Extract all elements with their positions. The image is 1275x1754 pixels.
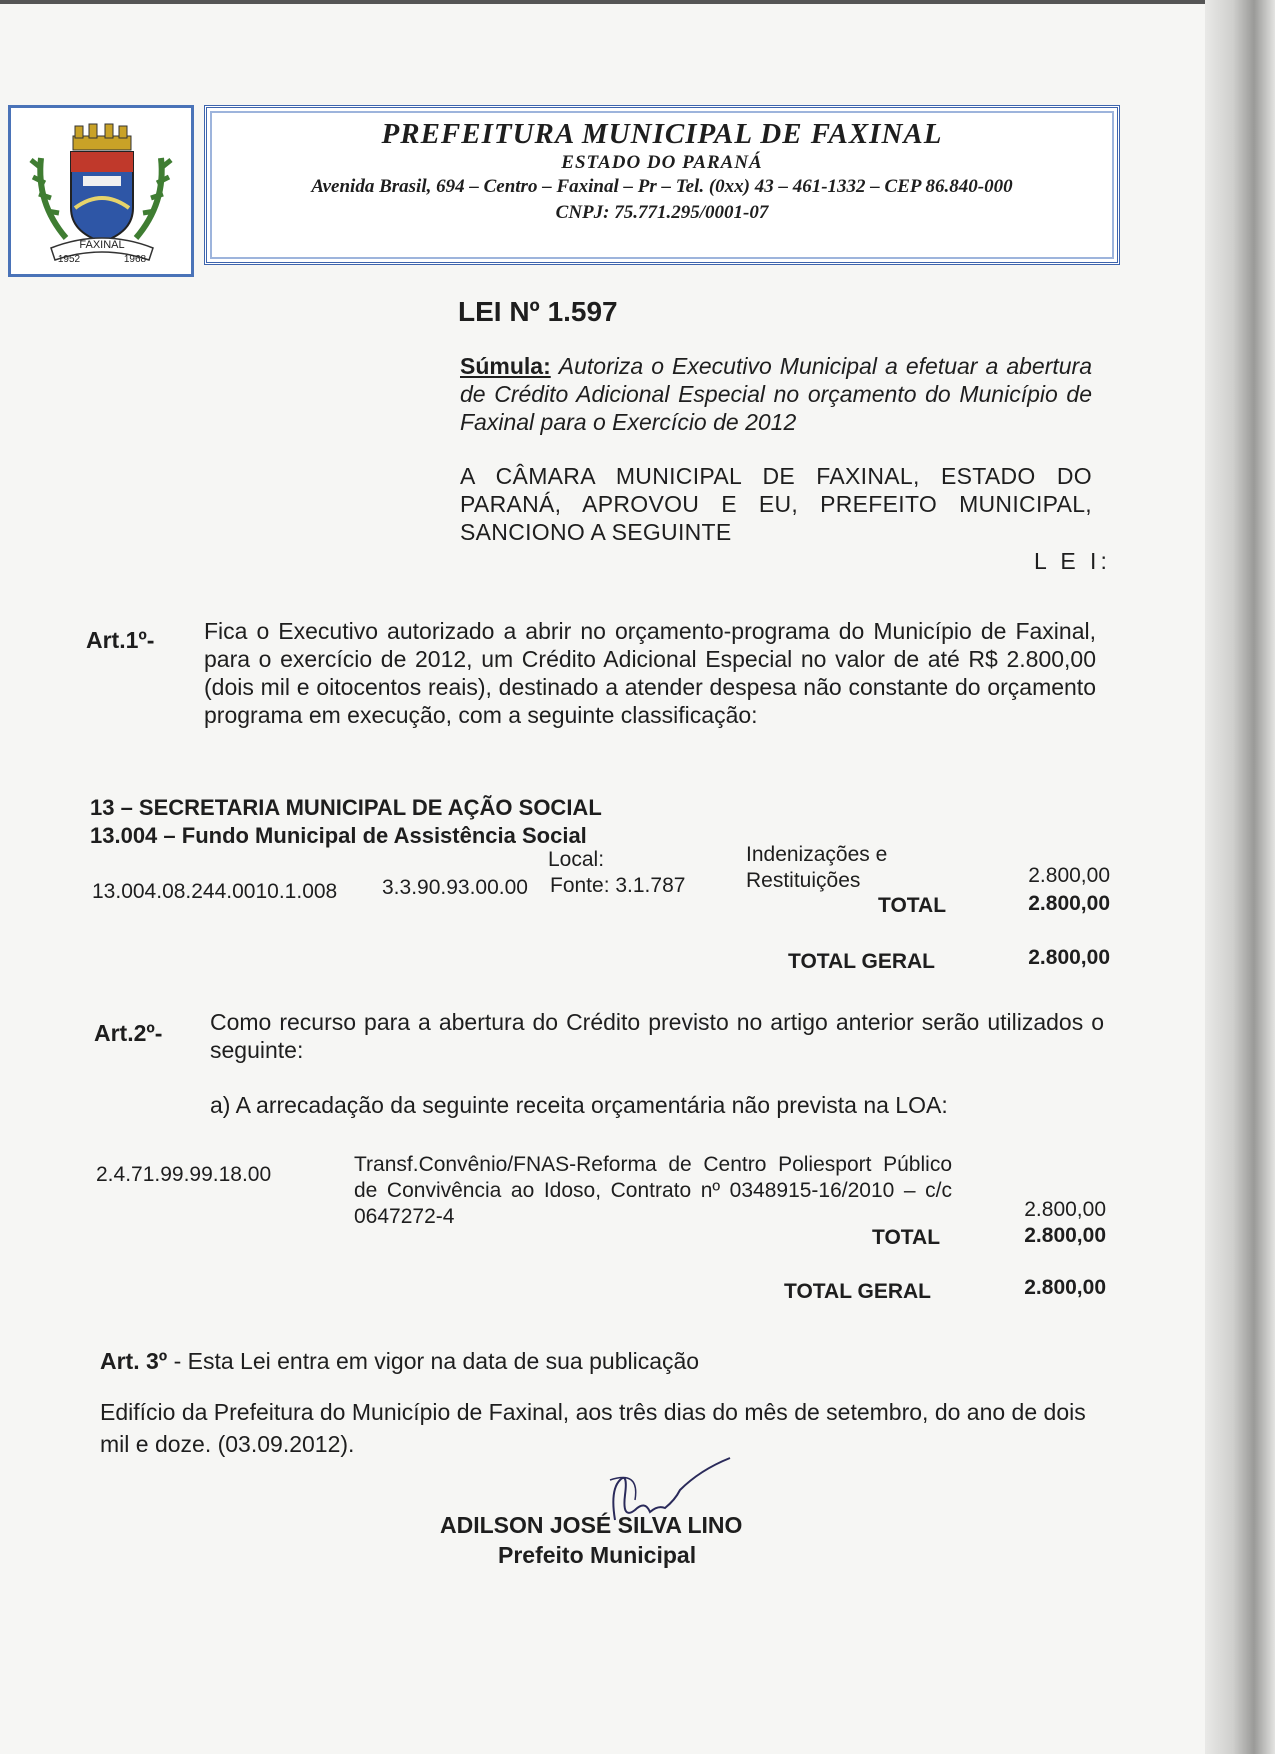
art1-element: 3.3.90.93.00.00	[382, 876, 528, 899]
institution-title: PREFEITURA MUNICIPAL DE FAXINAL	[381, 118, 943, 150]
art2-text: Como recurso para a abertura do Crédito previsto no artigo anterior serão utilizados o seguinte:	[210, 1009, 1104, 1063]
coat-of-arms-icon	[11, 108, 191, 274]
signatory-name: ADILSON JOSÉ SILVA LINO	[440, 1512, 743, 1538]
art1-label: Art.1º-	[86, 627, 155, 653]
local-label: Local:	[548, 848, 605, 871]
art1-total-value: 2.800,00	[1028, 892, 1110, 915]
art3-text: - Esta Lei entra em vigor na data de sua publicação	[173, 1348, 700, 1374]
art2-value: 2.800,00	[1024, 1198, 1106, 1221]
art1-grand-total-label: TOTAL GERAL	[788, 950, 935, 973]
art1-code: 13.004.08.244.0010.1.008	[92, 880, 338, 903]
logo-text: FAXINAL	[79, 239, 125, 251]
sumula	[460, 352, 1092, 436]
scan-edge-right	[1205, 0, 1275, 1754]
closing-text: Edifício da Prefeitura do Município de Faxinal, aos três dias do mês de setembro, do ano de dois mil e doze. (03.09.2012).	[100, 1399, 1086, 1457]
art1-description-1: Indenizações e	[746, 843, 888, 866]
sumula-text: Autoriza o Executivo Municipal a efetuar a abertura de Crédito Adicional Especial no orçamento do Município de Faxinal para o Exercício de 2012	[460, 353, 1092, 435]
logo-year-right: 1968	[123, 254, 147, 265]
art1-text: Fica o Executivo autorizado a abrir no orçamento-programa do Município de Faxinal, para o exercício de 2012, um Crédito Adicional Especial no valor de até R$ 2.800,00 (dois mil e oitocentos reais), destinado a atender despesa não constante do orçamento programa em execução, com a seguinte classificação:	[204, 618, 1096, 728]
art2-total-value: 2.800,00	[1024, 1224, 1106, 1247]
art1-value: 2.800,00	[1028, 864, 1110, 887]
department-line: 13 – SECRETARIA MUNICIPAL DE AÇÃO SOCIAL	[90, 795, 602, 820]
law-title: LEI Nº 1.597	[458, 296, 618, 327]
art1-source: Fonte: 3.1.787	[550, 874, 686, 897]
scan-edge-top	[0, 0, 1275, 4]
art3-label: Art. 3º	[100, 1348, 168, 1374]
cnpj-line: CNPJ: 75.771.295/0001-07	[555, 202, 769, 223]
lei-word: L E I:	[1034, 548, 1111, 574]
letterhead	[8, 105, 1120, 277]
logo-year-left: 1952	[57, 254, 81, 265]
art1-total-label: TOTAL	[878, 894, 947, 917]
art2-item-a: a) A arrecadação da seguinte receita orçamentária não prevista na LOA:	[210, 1092, 948, 1118]
art3	[100, 1348, 699, 1375]
art2-code: 2.4.71.99.99.18.00	[96, 1163, 272, 1186]
preamble: A CÂMARA MUNICIPAL DE FAXINAL, ESTADO DO PARANÁ, APROVOU E EU, PREFEITO MUNICIPAL, SANCIONO A SEGUINTE	[460, 463, 1092, 545]
art2-total-label: TOTAL	[872, 1226, 941, 1249]
art1-grand-total-value: 2.800,00	[1028, 946, 1110, 969]
art2-grand-total-label: TOTAL GERAL	[784, 1280, 931, 1303]
fund-line: 13.004 – Fundo Municipal de Assistência Social	[90, 823, 587, 848]
signatory-role: Prefeito Municipal	[498, 1542, 697, 1568]
art2-description: Transf.Convênio/FNAS-Reforma de Centro Poliesport Público de Convivência ao Idoso, Contrato nº 0348915-16/2010 – c/c 0647272-4	[354, 1153, 952, 1228]
sumula-label: Súmula:	[460, 353, 551, 379]
state-line: ESTADO DO PARANÁ	[561, 152, 763, 173]
art2-label: Art.2º-	[94, 1020, 163, 1046]
art2-grand-total-value: 2.800,00	[1024, 1276, 1106, 1299]
coat-of-arms-frame	[8, 105, 194, 277]
address-line: Avenida Brasil, 694 – Centro – Faxinal – Pr – Tel. (0xx) 43 – 461-1332 – CEP 86.840-000	[311, 176, 1013, 197]
art1-description-2: Restituições	[746, 869, 861, 892]
letterhead-text-frame	[204, 105, 1120, 265]
